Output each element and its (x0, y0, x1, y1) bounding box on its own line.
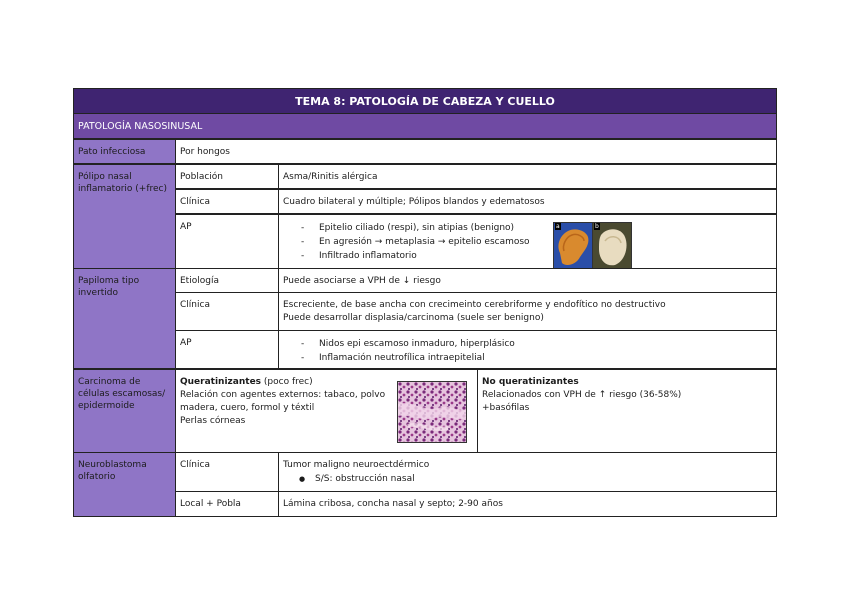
neuro-clinica-label: Clínica (175, 452, 279, 492)
carcinoma-queratinizantes-cell (175, 369, 478, 453)
papiloma-clinica-label: Clínica (175, 292, 279, 331)
histology-image (397, 381, 467, 443)
neuro-clinica-list (283, 472, 772, 486)
no-queratinizantes-title: No queratinizantes (482, 377, 579, 387)
papiloma-ap-list (283, 337, 772, 365)
pato-value: Por hongos (175, 139, 777, 164)
list-item: - Inflamación neutrofílica intraepitelial (301, 351, 772, 365)
list-item: - Nidos epi escamoso inmaduro, hiperplásico (301, 337, 772, 351)
papiloma-ap-label: AP (175, 330, 279, 369)
polipo-ap-list (283, 221, 772, 263)
row-label-carcinoma: Carcinoma de células escamosas/ epidermoide (73, 369, 176, 453)
polyp-image-b (592, 222, 632, 270)
row-label-neuroblastoma: Neuroblastoma olfatorio (73, 452, 176, 517)
page-title: TEMA 8: PATOLOGÍA DE CABEZA Y CUELLO (73, 88, 777, 114)
no-queratinizantes-line2: +basófilas (482, 403, 530, 413)
list-item: - En agresión → metaplasia → epitelio escamoso (301, 235, 772, 249)
carcinoma-no-queratinizantes-cell (477, 369, 777, 453)
papiloma-etiologia-value: Puede asociarse a VPH de ↓ riesgo (278, 268, 777, 293)
list-item: - Epitelio ciliado (respi), sin atipias (benigno) (301, 221, 772, 235)
papiloma-etiologia-label: Etiología (175, 268, 279, 293)
queratinizantes-line1: Relación con agentes externos: tabaco, polvo madera, cuero, formol y téxtil (180, 390, 386, 413)
papiloma-clinica-cell (278, 292, 777, 331)
polipo-poblacion-value: Asma/Rinitis alérgica (278, 164, 777, 189)
polipo-ap-cell (278, 214, 777, 270)
row-label-papiloma: Papiloma tipo invertido (73, 268, 176, 369)
papiloma-ap-cell (278, 330, 777, 369)
queratinizantes-line2: Perlas córneas (180, 416, 246, 426)
row-label-pato: Pato infecciosa (73, 139, 176, 164)
polipo-clinica-value: Cuadro bilateral y múltiple; Pólipos blandos y edematosos (278, 189, 777, 214)
image-b-letter: b (595, 223, 599, 230)
polipo-ap-label: AP (175, 214, 279, 270)
histology-photo (398, 382, 466, 442)
polipo-poblacion-label: Población (175, 164, 279, 189)
neuro-local-label: Local + Pobla (175, 491, 279, 517)
section-header: PATOLOGÍA NASOSINUSAL (73, 114, 777, 139)
polyp-image-a (553, 222, 593, 270)
neuro-clinica-cell (278, 452, 777, 492)
list-item: - Infiltrado inflamatorio (301, 249, 772, 263)
polipo-clinica-label: Clínica (175, 189, 279, 214)
papiloma-clinica-line2: Puede desarrollar displasia/carcinoma (suele ser benigno) (283, 313, 544, 323)
row-label-polipo: Pólipo nasal inflamatorio (+frec) (73, 164, 176, 270)
neuro-clinica-value: Tumor maligno neuroectdérmico (283, 460, 430, 470)
queratinizantes-title: Queratinizantes (180, 377, 262, 387)
queratinizantes-note: (poco frec) (261, 377, 313, 387)
queratinizantes-text (180, 376, 392, 428)
image-a-letter: a (556, 223, 560, 230)
neuro-local-value: Lámina cribosa, concha nasal y septo; 2-90 años (278, 491, 777, 517)
no-queratinizantes-line1: Relacionados con VPH de ↑ riesgo (36-58%) (482, 390, 682, 400)
list-item: ● S/S: obstrucción nasal (299, 472, 772, 486)
papiloma-clinica-line1: Escreciente, de base ancha con crecimeinto cerebriforme y endofítico no destructivo (283, 300, 666, 310)
